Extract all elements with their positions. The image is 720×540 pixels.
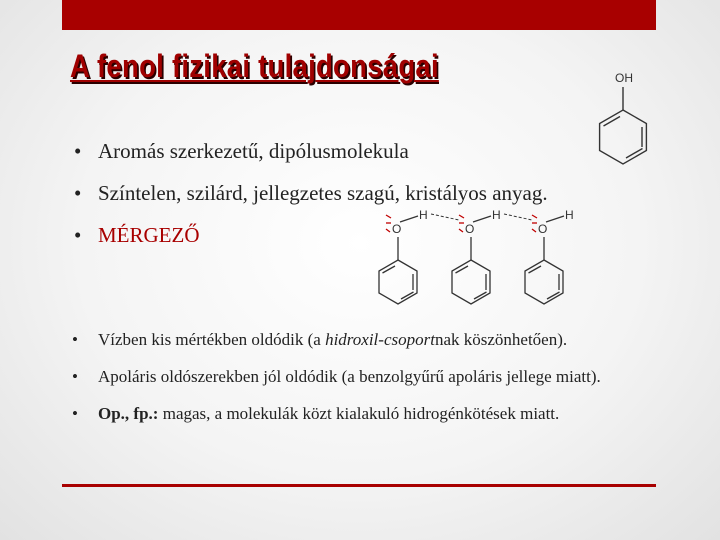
bottom-accent-rule [62,484,656,487]
hydrogen-3: H [565,208,574,222]
bullet-toxic-warning: • MÉRGEZŐ [70,223,548,265]
italic-term: hidroxil-csoport [325,330,435,349]
oxygen-2: O [465,222,475,236]
oxygen-1: O [392,222,402,236]
secondary-bullet-list [70,330,601,441]
phenol-structure [585,66,665,178]
slide-title: A fenol fizikai tulajdonságai [70,48,439,84]
oxygen-3: O [538,222,548,236]
oh-label: OH [615,71,633,85]
bullet-apolar-solubility: • Apoláris oldószerekben jól oldódik (a benzolgyűrű apoláris jellege miatt). [70,367,601,404]
top-accent-bar [62,0,656,30]
hydrogen-2: H [492,208,501,222]
text-segment: nak köszönhetően). [434,330,568,349]
text-segment: magas, a molekulák közt kialakuló hidrogénkötések miatt. [158,404,560,423]
hydrogen-1: H [419,208,428,222]
bullet-appearance: • Színtelen, szilárd, jellegzetes szagú, kristályos anyag. [70,181,548,223]
bullet-water-solubility [70,330,601,367]
bullet-melting-boiling-point [70,404,601,441]
text-segment: Vízben kis mértékben oldódik (a [98,330,326,349]
bullet-structure: • Aromás szerkezetű, dipólusmolekula [70,139,548,181]
bold-term: Op., fp.: [98,404,159,423]
main-bullet-list [70,139,548,265]
